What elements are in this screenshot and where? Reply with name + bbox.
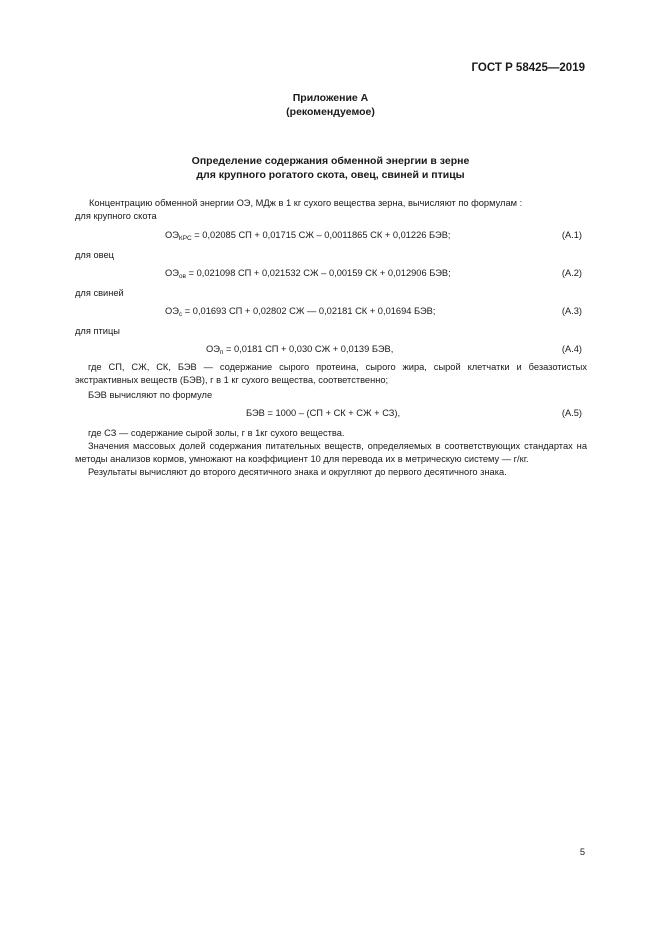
formula-number-a4: (А.4) [561, 344, 582, 354]
bev-formula: БЭВ = 1000 – (СП + СК + СЖ + СЗ), [246, 408, 401, 418]
bev-intro: БЭВ вычисляют по формуле [88, 390, 213, 400]
formula-number-a5: (А.5) [561, 408, 582, 418]
note-rounding: Результаты вычисляют до второго десятичного знака и округляют до первого десятичного знака. [88, 467, 507, 477]
annex-status: (рекомендуемое) [286, 106, 375, 118]
section-title-line-2: для крупного рогатого скота, овец, свиней и птицы [196, 169, 465, 181]
note-units: Значения массовых долей содержания питательных веществ, определяемых в соответствующих стандартах на методы анализов кормов, умножают на коэффициент 10 для перевода их в метрическую систему — г/кг. [75, 441, 587, 464]
formula-cattle: $ОЭ_{КРС} = 0,02085$ СП + 0,01715 СЖ – 0,0011865 СК + 0,01226 БЭВ; [165, 230, 451, 242]
formula-label-cattle: для крупного скота [75, 211, 157, 221]
formula-pigs: $ОЭ_с = 0,01693$ СП + 0,02802 СЖ — 0,02181 СК + 0,01694 БЭВ; [165, 306, 436, 318]
formula-number-a2: (А.2) [561, 268, 582, 278]
formula-poultry: $ОЭ_п = 0,0181$ СП + 0,030 СЖ + 0,0139 БЭВ, [206, 344, 394, 356]
where-ash: где СЗ — содержание сырой золы, г в 1кг сухого вещества. [88, 428, 345, 438]
formula-label-sheep: для овец [75, 250, 114, 260]
annex-title: Приложение А [292, 92, 369, 104]
intro-text: Концентрацию обменной энергии ОЭ, МДж в 1 кг сухого вещества зерна, вычисляют по формулам : [89, 198, 523, 208]
formula-number-a3: (А.3) [561, 306, 582, 316]
document-id: ГОСТ Р 58425—2019 [471, 62, 585, 74]
where-definitions: где СП, СЖ, СК, БЭВ — содержание сырого протеина, сырого жира, сырой клетчатки и безазотистых экстрактивных веществ (БЭВ), г в 1 кг сухого вещества, соответственно; [75, 362, 587, 385]
formula-sheep: $ОЭ_{ов} = 0,021098$ СП + 0,021532 СЖ – 0,00159 СК + 0,012906 БЭВ; [165, 268, 451, 280]
formula-number-a1: (А.1) [561, 230, 582, 240]
formula-label-pigs: для свиней [75, 288, 124, 298]
formula-label-poultry: для птицы [75, 326, 120, 336]
page-number: 5 [579, 847, 585, 857]
section-title-line-1: Определение содержания обменной энергии в зерне [191, 155, 470, 167]
